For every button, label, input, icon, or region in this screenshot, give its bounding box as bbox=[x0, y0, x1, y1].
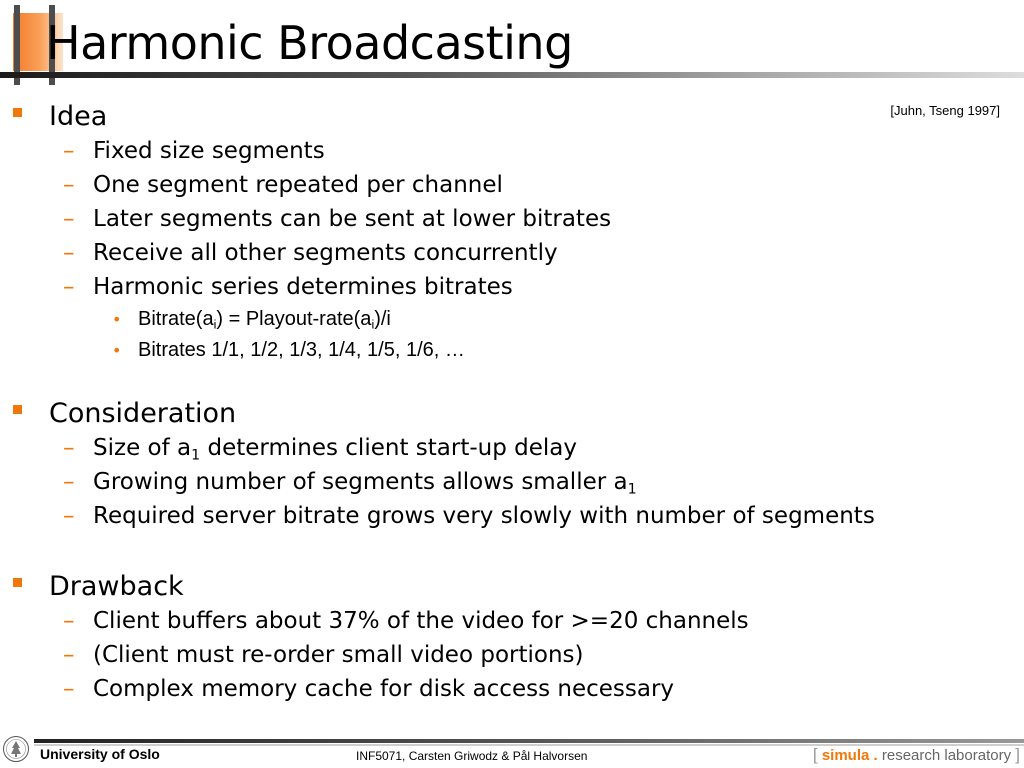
square-bullet-icon bbox=[13, 405, 22, 414]
sub-bullet bbox=[0, 467, 1024, 501]
sub-bullet-text: Client buffers about 37% of the video for >=20 channels bbox=[93, 608, 749, 634]
sub-sub-bullet-text: Bitrates 1/1, 1/2, 1/3, 1/4, 1/5, 1/6, … bbox=[138, 339, 465, 361]
citation: [Juhn, Tseng 1997] bbox=[890, 103, 1000, 118]
dot-bullet-icon: • bbox=[112, 341, 122, 360]
university-name: University of Oslo bbox=[40, 746, 160, 762]
footer-rule bbox=[34, 739, 1024, 743]
course-credit: INF5071, Carsten Griwodz & Pål Halvorsen bbox=[356, 749, 588, 763]
sub-bullet bbox=[0, 674, 1024, 708]
bullet-label: Drawback bbox=[49, 571, 184, 602]
sub-bullet bbox=[0, 272, 1024, 306]
dot-bullet-icon: • bbox=[112, 310, 122, 329]
lab-logo: [ simula . research laboratory ] bbox=[812, 745, 1020, 764]
section-drawback bbox=[0, 570, 1024, 708]
square-bullet-icon bbox=[13, 578, 22, 587]
sub-bullet-text: Fixed size segments bbox=[93, 138, 325, 164]
sub-bullet-text: Complex memory cache for disk access necessary bbox=[93, 676, 675, 702]
dash-bullet-icon: – bbox=[63, 608, 75, 634]
sub-bullet-text: Harmonic series determines bitrates bbox=[93, 274, 513, 300]
sub-bullet-text: (Client must re-order small video portions) bbox=[93, 642, 584, 668]
section-idea bbox=[0, 100, 1024, 368]
dash-bullet-icon: – bbox=[63, 206, 75, 232]
section-consideration bbox=[0, 397, 1024, 535]
bullet-label: Idea bbox=[49, 101, 108, 132]
dash-bullet-icon: – bbox=[63, 503, 75, 529]
bullet-drawback bbox=[0, 570, 1024, 606]
dash-bullet-icon: – bbox=[63, 435, 75, 461]
sub-bullet bbox=[0, 501, 1024, 535]
sub-bullet bbox=[0, 433, 1024, 467]
sub-bullet-text: Required server bitrate grows very slowly with number of segments bbox=[93, 503, 875, 529]
sub-bullet bbox=[0, 606, 1024, 640]
bullet-idea bbox=[0, 100, 1024, 136]
square-bullet-icon bbox=[13, 108, 22, 117]
sub-bullet bbox=[0, 238, 1024, 272]
bullet-consideration bbox=[0, 397, 1024, 433]
sub-bullet bbox=[0, 170, 1024, 204]
bullet-label: Consideration bbox=[49, 398, 237, 429]
sub-bullet-text: Receive all other segments concurrently bbox=[93, 240, 558, 266]
dash-bullet-icon: – bbox=[63, 469, 75, 495]
sub-bullet-text: One segment repeated per channel bbox=[93, 172, 503, 198]
dash-bullet-icon: – bbox=[63, 172, 75, 198]
sub-bullet-text: Growing number of segments allows smaller $a_1$ bbox=[93, 469, 637, 498]
sub-bullet bbox=[0, 204, 1024, 238]
sub-bullet-text: Later segments can be sent at lower bitrates bbox=[93, 206, 612, 232]
sub-sub-bullet-text: $Bitrate(a_i)$ = Playout-$rate(a_i)/i$ bbox=[138, 308, 391, 332]
sub-bullet bbox=[0, 136, 1024, 170]
sub-bullet-text: Size of $a_1$ determines client start-up delay bbox=[93, 435, 577, 464]
sub-sub-bullet bbox=[0, 306, 1024, 337]
university-seal-icon bbox=[2, 735, 30, 763]
slide-title: Harmonic Broadcasting bbox=[46, 16, 573, 70]
sub-bullet bbox=[0, 640, 1024, 674]
dash-bullet-icon: – bbox=[63, 642, 75, 668]
sub-sub-bullet bbox=[0, 337, 1024, 368]
dash-bullet-icon: – bbox=[63, 274, 75, 300]
dash-bullet-icon: – bbox=[63, 138, 75, 164]
dash-bullet-icon: – bbox=[63, 676, 75, 702]
dash-bullet-icon: – bbox=[63, 240, 75, 266]
